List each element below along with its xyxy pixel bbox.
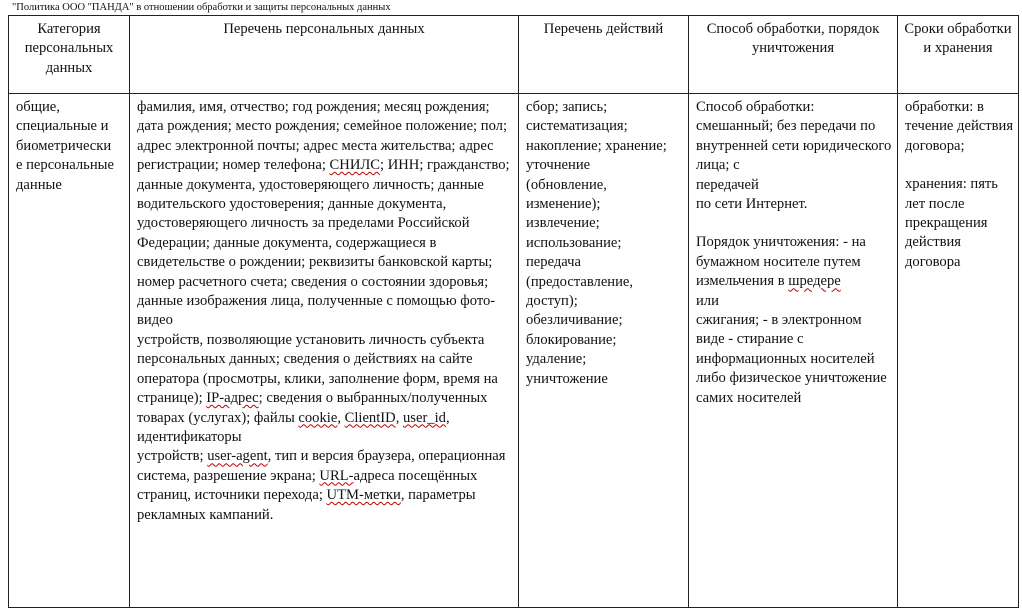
underlined-term: UTM-метки — [326, 487, 401, 504]
table-header-row — [9, 16, 1019, 94]
term-storage-text: хранения: пять лет после прекращения действия договора — [905, 176, 998, 270]
table-row — [9, 94, 1019, 608]
header-actions: Перечень действий — [519, 16, 689, 94]
underlined-term: ClientID — [344, 409, 396, 426]
underlined-term: СНИЛС — [329, 157, 380, 174]
underlined-term: cookie — [298, 409, 338, 426]
cell-method — [689, 94, 898, 608]
underlined-term: шредере — [788, 273, 841, 290]
header-terms: Сроки обработки и хранения — [898, 16, 1019, 94]
cell-terms — [898, 94, 1019, 608]
header-method: Способ обработки, порядок уничтожения — [689, 16, 898, 94]
method-processing-text: Способ обработки: смешанный; без передачи по внутренней сети юридического лица; с передачей по сети Интернет. — [696, 99, 892, 213]
underlined-term: URL- — [319, 467, 354, 484]
personal-data-table — [8, 15, 1019, 608]
cell-actions — [519, 94, 689, 608]
underlined-term: IP-адрес — [206, 390, 259, 407]
underlined-term: user-agent — [207, 448, 268, 465]
cell-category — [9, 94, 130, 608]
method-destruction-text: Порядок уничтожения: - на бумажном носителе путем измельчения в шредере или сжигания; - в электронном виде - стирание с информационных носителей либо физическое уничтожение самих носителей — [696, 234, 887, 406]
data-list-text: фамилия, имя, отчество; год рождения; месяц рождения; дата рождения; место рождения; семейное положение; пол; адрес электронной почты; адрес места жительства; адрес регистрации; номер телефона; СНИЛС; ИНН; гражданство; данные документа, удостоверяющего личность; данные водительского удостоверения; данные документа, удостоверяющего личность за пределами Российской Федерации; данные документа, содержащиеся в свидетельстве о рождении; реквизиты банковской карты; номер расчетного счета; сведения о состоянии здоровья; данные изображения лица, полученные с помощью фото- видео устройств, позволяющие установить личность субъекта персональных данных; сведения о действиях на сайте оператора (просмотры, клики, заполнение форм, время на странице); IP-адрес; сведения о выбранных/полученных товарах (услугах); файлы cookie, ClientID, user_id, идентификаторы устройств; user-agent, тип и версия браузера, операционная система, разрешение экрана; URL-адреса посещённых страниц, источники перехода; UTM-метки, параметры рекламных кампаний. — [137, 99, 510, 523]
cell-data-list — [130, 94, 519, 608]
term-processing-text: обработки: в течение действия договора; — [905, 99, 1014, 154]
header-category: Категория персональных данных — [9, 16, 130, 94]
underlined-term: user_id — [402, 409, 446, 426]
header-data-list: Перечень персональных данных — [130, 16, 519, 94]
document-header: "Политика ООО "ПАНДА" в отношении обработки и защиты персональных данных — [12, 2, 391, 13]
actions-text: сбор; запись; систематизация; накопление; хранение; уточнение (обновление, изменение); извлечение; использование; передача (предоставление, доступ); обезличивание; блокирование; удаление; уничтожение — [526, 99, 667, 387]
category-text: общие, специальные и биометрически е персональные данные — [16, 99, 114, 193]
